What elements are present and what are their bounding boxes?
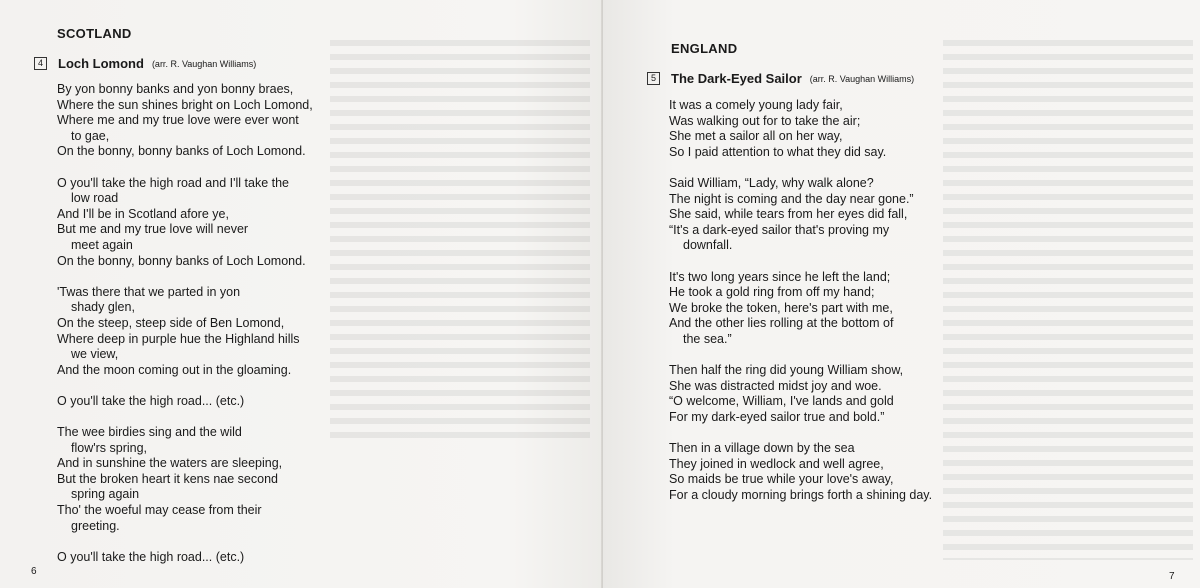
arranger-credit: (arr. R. Vaughan Williams) bbox=[809, 73, 915, 84]
lyric-line: Said William, “Lady, why walk alone? bbox=[669, 175, 874, 190]
lyric-line: “It's a dark-eyed sailor that's proving my bbox=[669, 222, 890, 237]
lyric-stanza bbox=[57, 394, 313, 410]
lyric-stanza bbox=[669, 270, 932, 348]
lyric-line: On the steep, steep side of Ben Lomond, bbox=[57, 315, 285, 330]
lyric-line: Then in a village down by the sea bbox=[669, 441, 855, 456]
lyric-line: They joined in wedlock and well agree, bbox=[669, 456, 884, 471]
lyric-line: He took a gold ring from off my hand; bbox=[669, 285, 875, 300]
lyric-line: By yon bonny banks and yon bonny braes, bbox=[57, 82, 294, 96]
lyric-line: On the bonny, bonny banks of Loch Lomond. bbox=[57, 253, 306, 268]
lyric-line: But the broken heart it kens nae second bbox=[57, 471, 278, 486]
track-number-badge: 4 bbox=[34, 57, 47, 70]
lyric-line: low road bbox=[71, 191, 119, 206]
lyric-line: Where deep in purple hue the Highland hills bbox=[57, 331, 300, 346]
lyric-line: “O welcome, William, I've lands and gold bbox=[669, 394, 894, 409]
lyric-line: So maids be true while your love's away, bbox=[669, 472, 894, 487]
lyric-line: 'Twas there that we parted in yon bbox=[57, 284, 241, 299]
lyric-line: And the moon coming out in the gloaming. bbox=[57, 362, 292, 377]
song-title: The Dark-Eyed Sailor bbox=[671, 71, 802, 86]
lyric-line: the sea.” bbox=[683, 331, 732, 346]
lyric-stanza bbox=[669, 441, 932, 503]
lyric-line: And in sunshine the waters are sleeping, bbox=[57, 456, 283, 471]
page-number: 6 bbox=[31, 566, 37, 577]
lyric-line: meet again bbox=[71, 237, 133, 252]
lyric-line: But me and my true love will never bbox=[57, 222, 249, 237]
lyric-stanza bbox=[669, 98, 932, 160]
lyric-stanza bbox=[57, 425, 313, 534]
lyric-stanza bbox=[57, 285, 313, 379]
lyric-line: It's two long years since he left the land; bbox=[669, 269, 891, 284]
lyric-line: O you'll take the high road and I'll take the bbox=[57, 175, 290, 190]
lyric-line: And the other lies rolling at the bottom of bbox=[669, 316, 894, 331]
lyric-line: O you'll take the high road... (etc.) bbox=[57, 393, 245, 408]
lyric-line: So I paid attention to what they did say. bbox=[669, 144, 887, 159]
lyric-line: She said, while tears from her eyes did fall, bbox=[669, 207, 908, 222]
lyric-line: For my dark-eyed sailor true and bold.” bbox=[669, 409, 885, 424]
lyric-line: We broke the token, here's part with me, bbox=[669, 300, 893, 315]
lyric-line: we view, bbox=[71, 347, 119, 362]
lyric-line: For a cloudy morning brings forth a shining day. bbox=[669, 487, 933, 502]
lyric-stanza bbox=[57, 82, 313, 160]
lyric-line: greeting. bbox=[71, 518, 120, 533]
lyrics-block bbox=[57, 82, 313, 581]
section-title: SCOTLAND bbox=[57, 26, 132, 41]
song-heading bbox=[34, 56, 256, 71]
lyric-line: It was a comely young lady fair, bbox=[669, 98, 843, 112]
lyric-line: On the bonny, bonny banks of Loch Lomond. bbox=[57, 144, 306, 159]
lyric-stanza bbox=[669, 176, 932, 254]
lyric-line: Where me and my true love were ever wont bbox=[57, 113, 299, 128]
arranger-credit: (arr. R. Vaughan Williams) bbox=[151, 58, 257, 69]
lyrics-block bbox=[669, 98, 932, 519]
section-title: ENGLAND bbox=[671, 41, 738, 56]
lyric-line: She met a sailor all on her way, bbox=[669, 129, 843, 144]
lyric-line: And I'll be in Scotland afore ye, bbox=[57, 206, 229, 221]
lyric-stanza bbox=[669, 363, 932, 425]
lyric-line: The night is coming and the day near gone.” bbox=[669, 191, 914, 206]
lyric-line: Tho' the woeful may cease from their bbox=[57, 503, 262, 518]
lyric-line: downfall. bbox=[683, 238, 733, 253]
lyric-line: The wee birdies sing and the wild bbox=[57, 425, 242, 440]
lyric-line: Was walking out for to take the air; bbox=[669, 113, 861, 128]
lyric-line: O you'll take the high road... (etc.) bbox=[57, 549, 245, 564]
show-through-texture bbox=[330, 40, 590, 440]
track-number-badge: 5 bbox=[647, 72, 660, 85]
lyric-line: shady glen, bbox=[71, 300, 135, 315]
song-heading bbox=[647, 71, 914, 86]
lyric-line: Where the sun shines bright on Loch Lomond, bbox=[57, 97, 313, 112]
lyric-line: to gae, bbox=[71, 128, 110, 143]
lyric-stanza bbox=[57, 550, 313, 566]
lyric-line: flow'rs spring, bbox=[71, 440, 148, 455]
lyric-stanza bbox=[57, 176, 313, 270]
lyric-line: She was distracted midst joy and woe. bbox=[669, 378, 882, 393]
lyric-line: spring again bbox=[71, 487, 140, 502]
song-title: Loch Lomond bbox=[58, 56, 144, 71]
show-through-texture bbox=[943, 40, 1193, 560]
right-page bbox=[603, 0, 1200, 588]
page-number: 7 bbox=[1169, 571, 1175, 582]
lyric-line: Then half the ring did young William show, bbox=[669, 363, 904, 378]
